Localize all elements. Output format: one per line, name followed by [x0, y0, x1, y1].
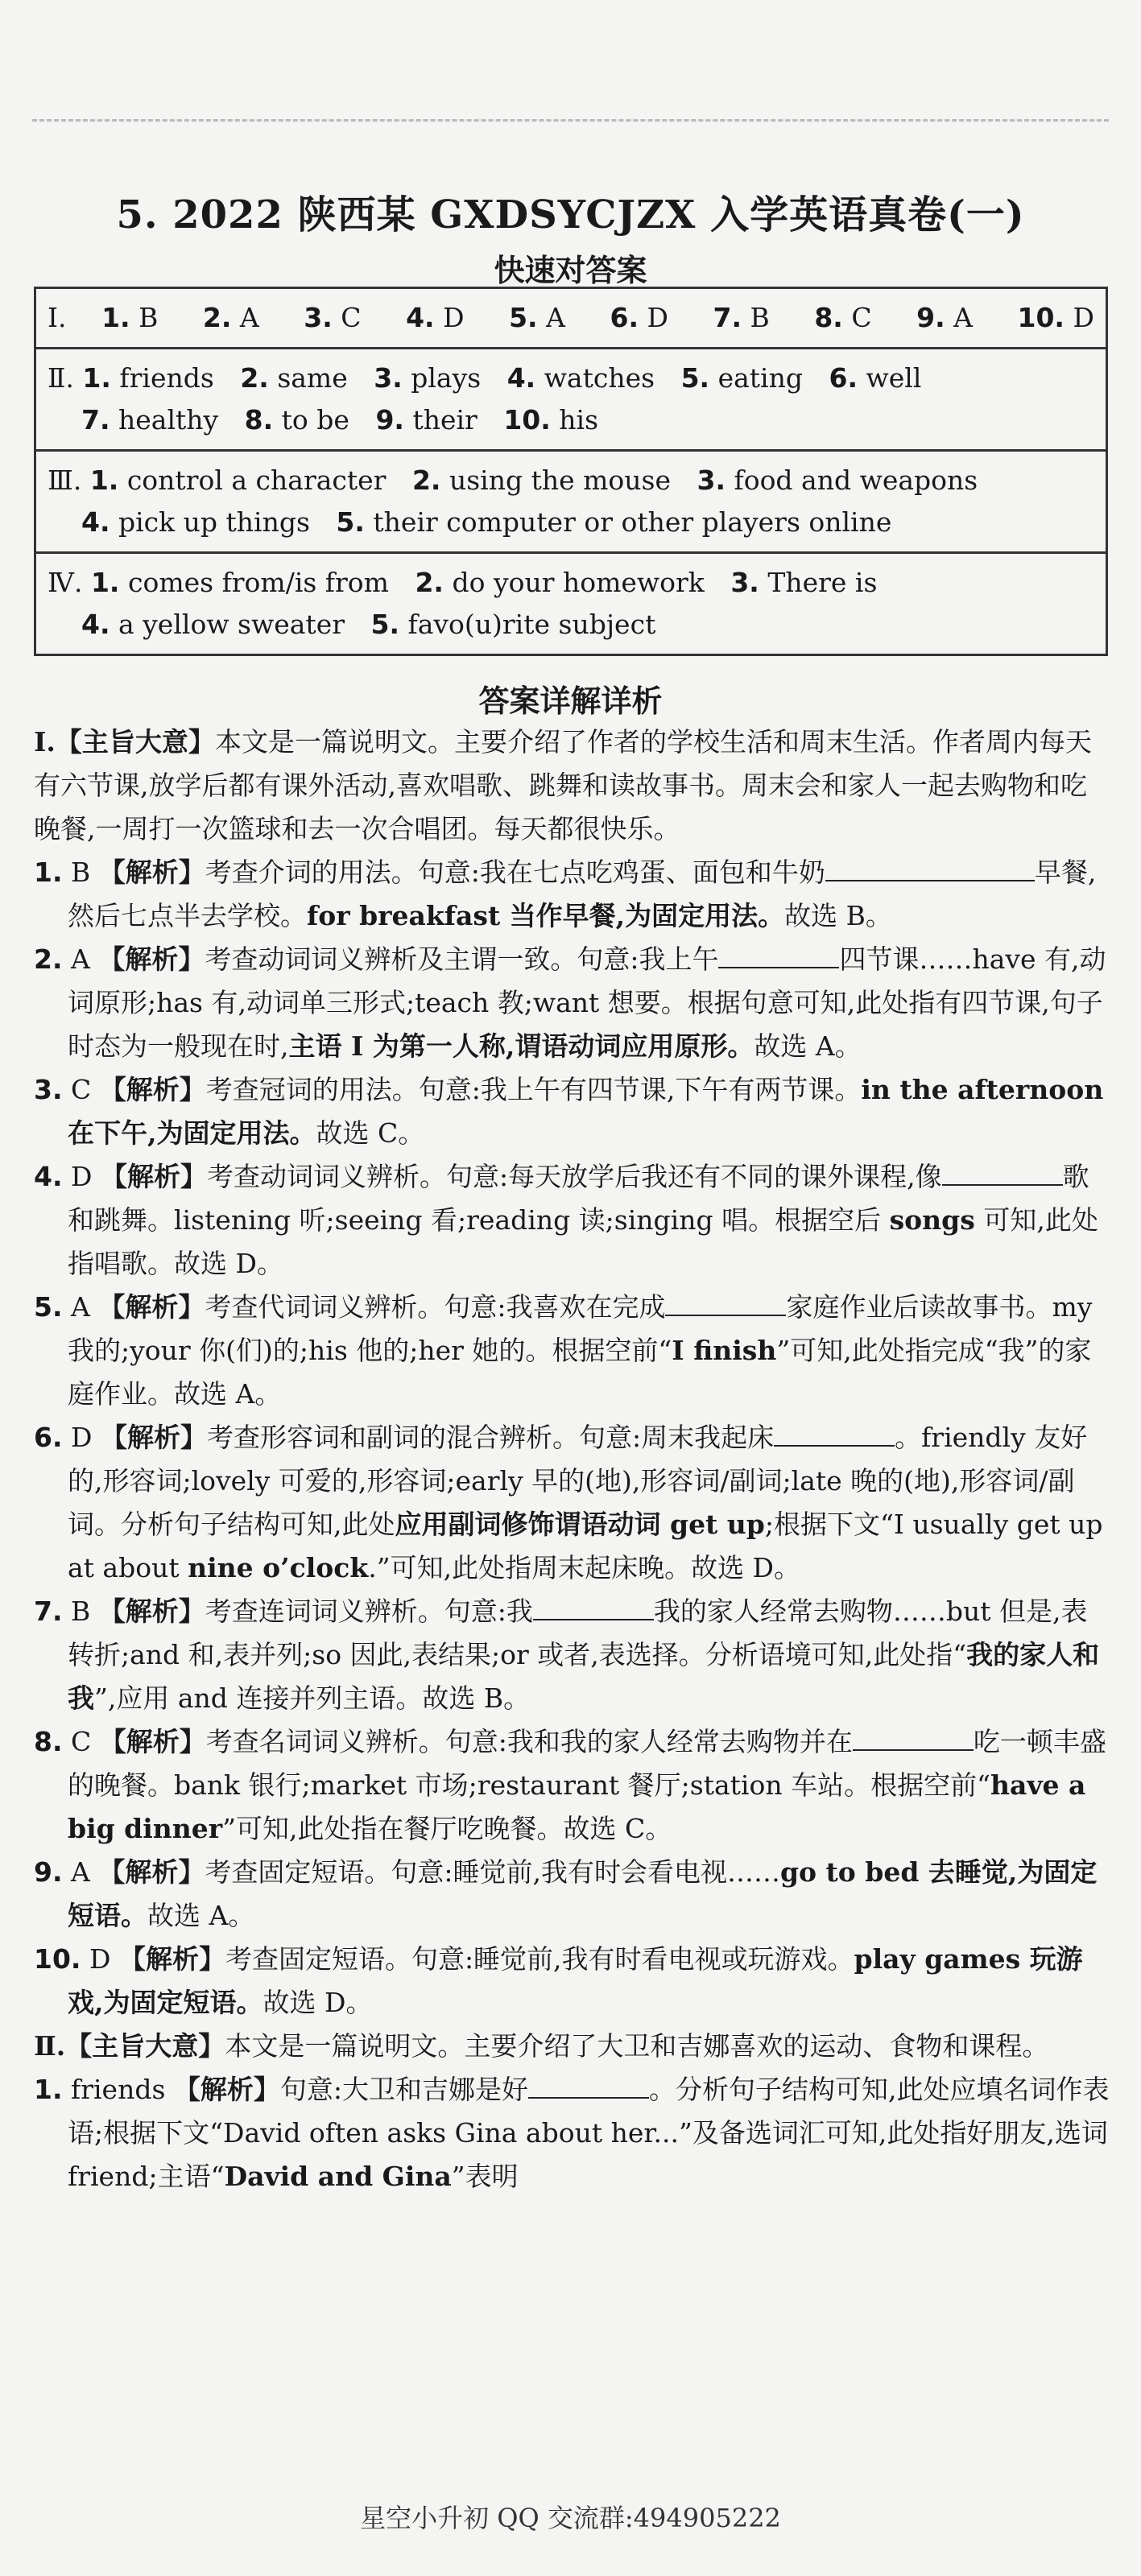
answers-line: Ⅲ. 1. control a character 2. using the mouse 3. food and weapons: [48, 464, 978, 496]
answers-line: 4. a yellow sweater 5. favo(u)rite subject: [81, 609, 656, 640]
analysis-item: 2. A 【解析】考查动词词义辨析及主谓一致。句意:我上午 四节课……have 有,动词原形;has 有,动词单三形式;teach 教;want 想要。根据句意可知,此处指有四节课,句子时态为一般现在时,主语 I 为第一人称,谓语动词应用原形。故选 A。: [34, 943, 1106, 1062]
page-title: 5. 2022 陕西某 GXDSYCJZX 入学英语真卷(一): [116, 192, 1025, 237]
answers-row-IV: [35, 553, 1107, 655]
analysis-item: 6. D 【解析】考查形容词和副词的混合辨析。句意:周末我起床 。friendly 友好的,形容词;lovely 可爱的,形容词;early 早的(地),形容词/副词;late 晚的(地),形容词/副词。分析句子结构可知,此处应用副词修饰谓语动词 get up;根据下文“I usually get up at about nine o’clock.”可知,此处指周末起床晚。故选 D。: [34, 1422, 1103, 1583]
analysis-item: 1. friends 【解析】句意:大卫和吉娜是好 。分析句子结构可知,此处应填名词作表语;根据下文“David often asks Gina about her...”及备选词汇可知,此处指好朋友,选词 friend;主语“David and Gina”表明: [34, 2074, 1110, 2192]
analysis-item: 8. C 【解析】考查名词词义辨析。句意:我和我的家人经常去购物并在 吃一顿丰盛的晚餐。bank 银行;market 市场;restaurant 餐厅;station 车站。根据空前“have a big dinner”可知,此处指在餐厅吃晚餐。故选 C。: [34, 1726, 1106, 1844]
answers-line: Ⅳ. 1. comes from/is from 2. do your homework 3. There is: [48, 567, 878, 598]
answers-list-I: Ⅰ. 1. B 2. A 3. C 4. D 5. A 6. D 7. B 8. C 9. A 10. D: [48, 297, 1094, 339]
analysis-item: 7. B 【解析】考查连词词义辨析。句意:我 我的家人经常去购物……but 但是,表转折;and 和,表并列;so 因此,表结果;or 或者,表选择。分析语境可知,此处指“我的家人和我”,应用 and 连接并列主语。故选 B。: [34, 1596, 1100, 1714]
quick-answers-table: [34, 287, 1108, 656]
answers-line: 7. healthy 8. to be 9. their 10. his: [81, 404, 599, 436]
analysis-item: 1. B 【解析】考查介词的用法。句意:我在七点吃鸡蛋、面包和牛奶 早餐,然后七点半去学校。for breakfast 当作早餐,为固定用法。故选 B。: [34, 857, 1097, 931]
analysis-heading: 答案详解详析: [478, 683, 663, 719]
section2-intro: Ⅱ.【主旨大意】本文是一篇说明文。主要介绍了大卫和吉娜喜欢的运动、食物和课程。: [34, 2030, 1049, 2062]
analysis-item: 5. A 【解析】考查代词词义辨析。句意:我喜欢在完成 家庭作业后读故事书。my 我的;your 你(们)的;his 他的;her 她的。根据空前“I finish”可知,此处指完成“我”的家庭作业。故选 A。: [34, 1291, 1093, 1410]
analysis-item: 3. C 【解析】考查冠词的用法。句意:我上午有四节课,下午有两节课。in the afternoon 在下午,为固定用法。故选 C。: [34, 1074, 1104, 1149]
answers-row-I: [35, 288, 1107, 349]
roman-label: Ⅰ.: [48, 302, 67, 333]
section1-intro: Ⅰ.【主旨大意】本文是一篇说明文。主要介绍了作者的学校生活和周末生活。作者周内每天有六节课,放学后都有课外活动,喜欢唱歌、跳舞和读故事书。周末会和家人一起去购物和吃晚餐,一周打一次篮球和去一次合唱团。每天都很快乐。: [34, 726, 1092, 844]
answers-line: Ⅱ. 1. friends 2. same 3. plays 4. watches 5. eating 6. well: [48, 362, 922, 394]
footer-qq-group: 星空小升初 QQ 交流群:494905222: [360, 2503, 781, 2533]
analysis-item: 4. D 【解析】考查动词词义辨析。句意:每天放学后我还有不同的课外课程,像 歌和跳舞。listening 听;seeing 看;reading 读;singing 唱。根据空后 songs 可知,此处指唱歌。故选 D。: [34, 1161, 1098, 1279]
answers-line: 4. pick up things 5. their computer or other players online: [81, 506, 892, 538]
answers-row-III: [35, 451, 1107, 553]
analysis-body: [34, 720, 1110, 2198]
analysis-item: 9. A 【解析】考查固定短语。句意:睡觉前,我有时会看电视……go to bed 去睡觉,为固定短语。故选 A。: [34, 1856, 1098, 1931]
quick-answers-heading: 快速对答案: [494, 252, 647, 288]
top-dashed-rule: [32, 119, 1109, 122]
analysis-item: 10. D 【解析】考查固定短语。句意:睡觉前,我有时看电视或玩游戏。play games 玩游戏,为固定短语。故选 D。: [34, 1943, 1083, 2018]
answers-row-II: [35, 349, 1107, 451]
